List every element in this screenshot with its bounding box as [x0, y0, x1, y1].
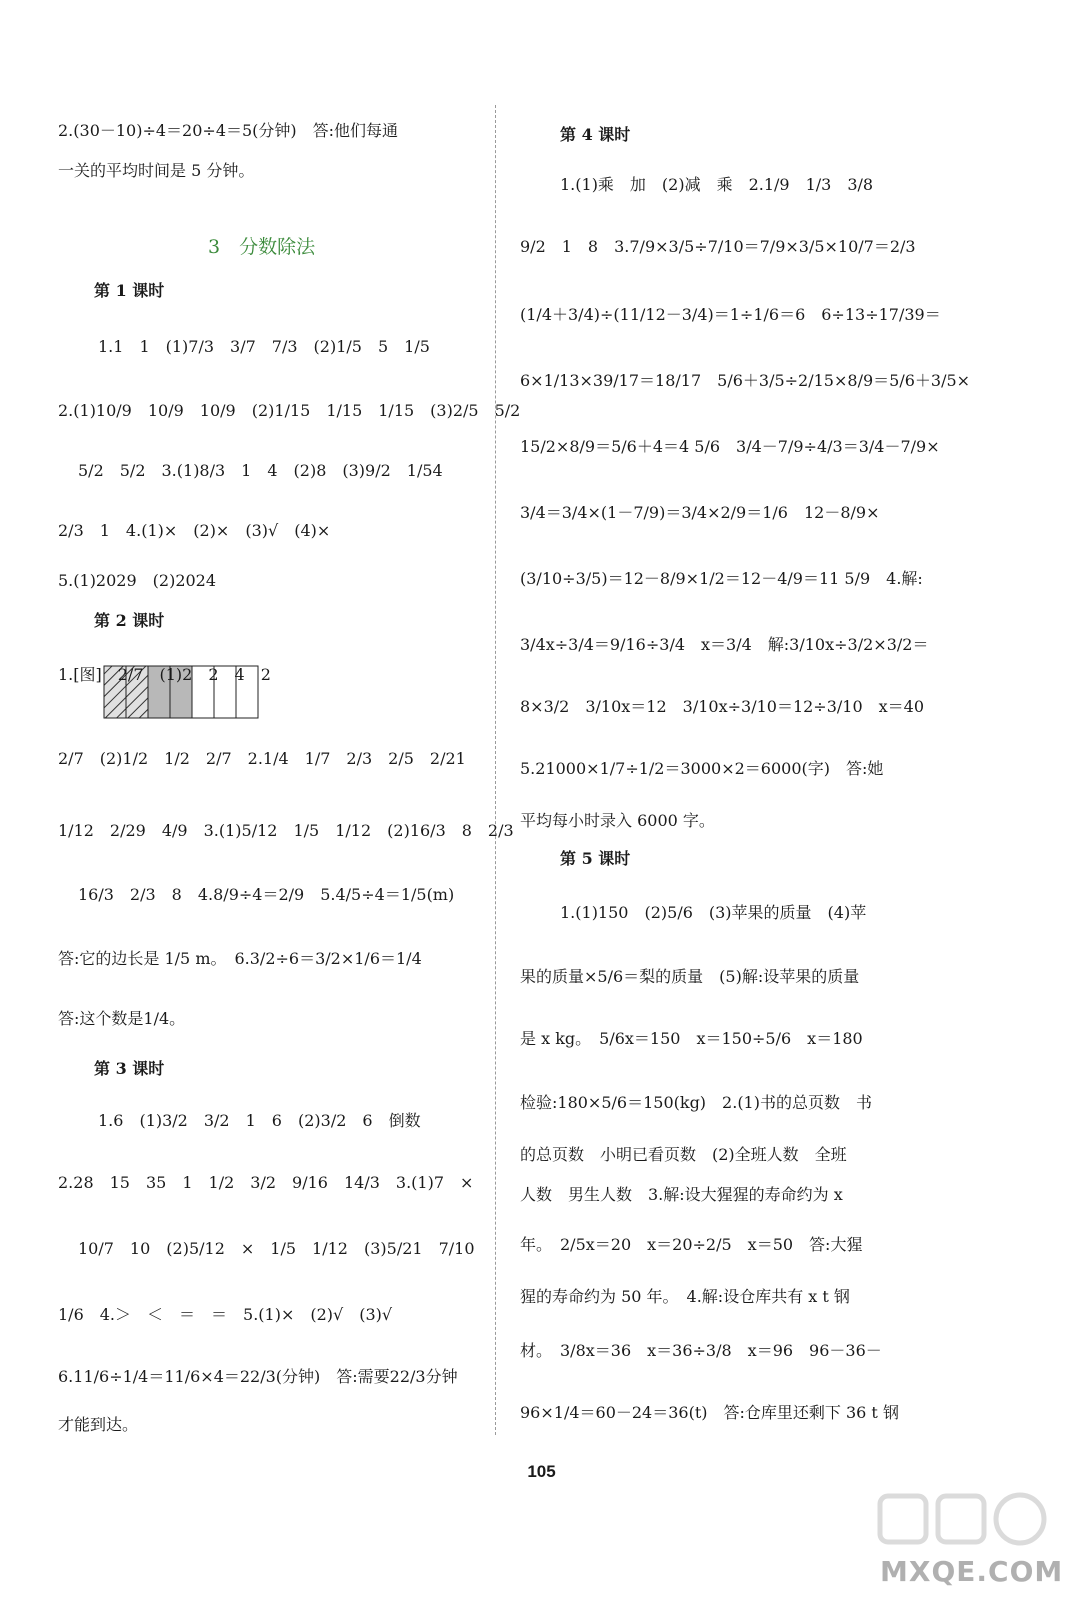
answer-line: 答:这个数是1/4。 [58, 1009, 186, 1028]
lesson-heading: 第 3 课时 [94, 1059, 165, 1078]
lesson-heading: 第 5 课时 [560, 849, 631, 868]
answer-line: 1.6 (1)3/2 3/2 1 6 (2)3/2 6 倒数 [98, 1111, 421, 1130]
answer-line: 5.21000×1/7÷1/2＝3000×2＝6000(字) 答:她 [520, 759, 884, 778]
answer-line: (1/4＋3/4)÷(11/12－3/4)＝1÷1/6＝6 6÷13÷17/39＝ [520, 305, 941, 324]
column-divider [495, 105, 496, 1435]
answer-line: 检验:180×5/6＝150(kg) 2.(1)书的总页数 书 [520, 1093, 872, 1112]
answer-line: 5.(1)2029 (2)2024 [58, 571, 217, 590]
answer-line: 10/7 10 (2)5/12 × 1/5 1/12 (3)5/21 7/10 [78, 1239, 475, 1258]
answer-line: 的总页数 小明已看页数 (2)全班人数 全班 [520, 1145, 847, 1164]
answer-line: 1.[图] 2/7 (1)2 2 4 2 [58, 665, 271, 684]
lesson-heading: 第 1 课时 [94, 281, 165, 300]
answer-line: (3/10÷3/5)＝12－8/9×1/2＝12－4/9＝11 5/9 4.解: [520, 569, 923, 588]
answer-line: 1.(1)乘 加 (2)减 乘 2.1/9 1/3 3/8 [560, 175, 874, 194]
answer-line: 5/2 5/2 3.(1)8/3 1 4 (2)8 (3)9/2 1/54 [78, 461, 443, 480]
answer-line: 1/6 4.＞ ＜ ＝ ＝ 5.(1)× (2)√ (3)√ [58, 1305, 393, 1324]
answer-line: 6.11/6÷1/4＝11/6×4＝22/3(分钟) 答:需要22/3分钟 [58, 1367, 458, 1386]
lesson-heading: 第 4 课时 [560, 125, 631, 144]
answer-line: 猩的寿命约为 50 年。 4.解:设仓库共有 x t 钢 [520, 1287, 850, 1306]
answer-line: 2.28 15 35 1 1/2 3/2 9/16 14/3 3.(1)7 × [58, 1173, 474, 1192]
answer-line: 1/12 2/29 4/9 3.(1)5/12 1/5 1/12 (2)16/3 8 2/3 [58, 821, 514, 840]
page-number: 105 [527, 1462, 556, 1481]
answer-line: 果的质量×5/6＝梨的质量 (5)解:设苹果的质量 [520, 967, 860, 986]
answer-line: 是 x kg。 5/6x＝150 x＝150÷5/6 x＝180 [520, 1029, 863, 1048]
answer-line: 2/3 1 4.(1)× (2)× (3)√ (4)× [58, 521, 331, 540]
answer-line: 15/2×8/9＝5/6＋4＝4 5/6 3/4－7/9÷4/3＝3/4－7/9× [520, 437, 940, 456]
answer-line: 2.(30－10)÷4＝20÷4＝5(分钟) 答:他们每通 [58, 121, 399, 140]
answer-line: 人数 男生人数 3.解:设大猩猩的寿命约为 x [520, 1185, 843, 1204]
answer-line: 3/4＝3/4×(1－7/9)＝3/4×2/9＝1/6 12－8/9× [520, 503, 880, 522]
answer-line: 才能到达。 [58, 1415, 139, 1434]
answer-line: 材。 3/8x＝36 x＝36÷3/8 x＝96 96－36－ [520, 1341, 882, 1360]
answer-line: 平均每小时录入 6000 字。 [520, 811, 715, 830]
answer-line: 6×1/13×39/17＝18/17 5/6＋3/5÷2/15×8/9＝5/6＋3/5× [520, 371, 971, 390]
watermark-text: MXQE.COM [880, 1555, 1064, 1588]
answer-line: 16/3 2/3 8 4.8/9÷4＝2/9 5.4/5÷4＝1/5(m) [78, 885, 455, 904]
section-title: 3 分数除法 [208, 236, 316, 258]
answer-line: 答:它的边长是 1/5 m。 6.3/2÷6＝3/2×1/6＝1/4 [58, 949, 422, 968]
answer-line: 8×3/2 3/10x＝12 3/10x÷3/10＝12÷3/10 x＝40 [520, 697, 925, 716]
answer-line: 2.(1)10/9 10/9 10/9 (2)1/15 1/15 1/15 (3)2/5 5/2 [58, 401, 521, 420]
answer-line: 9/2 1 8 3.7/9×3/5÷7/10＝7/9×3/5×10/7＝2/3 [520, 237, 916, 256]
answer-line: 1.1 1 (1)7/3 3/7 7/3 (2)1/5 5 1/5 [98, 337, 430, 356]
answer-line: 1.(1)150 (2)5/6 (3)苹果的质量 (4)苹 [560, 903, 867, 922]
answer-line: 2/7 (2)1/2 1/2 2/7 2.1/4 1/7 2/3 2/5 2/21 [58, 749, 466, 768]
answer-line: 96×1/4＝60－24＝36(t) 答:仓库里还剩下 36 t 钢 [520, 1403, 899, 1422]
answer-line: 3/4x÷3/4＝9/16÷3/4 x＝3/4 解:3/10x÷3/2×3/2＝ [520, 635, 929, 654]
answer-line: 一关的平均时间是 5 分钟。 [58, 161, 255, 180]
lesson-heading: 第 2 课时 [94, 611, 165, 630]
answer-line: 年。 2/5x＝20 x＝20÷2/5 x＝50 答:大猩 [520, 1235, 863, 1254]
